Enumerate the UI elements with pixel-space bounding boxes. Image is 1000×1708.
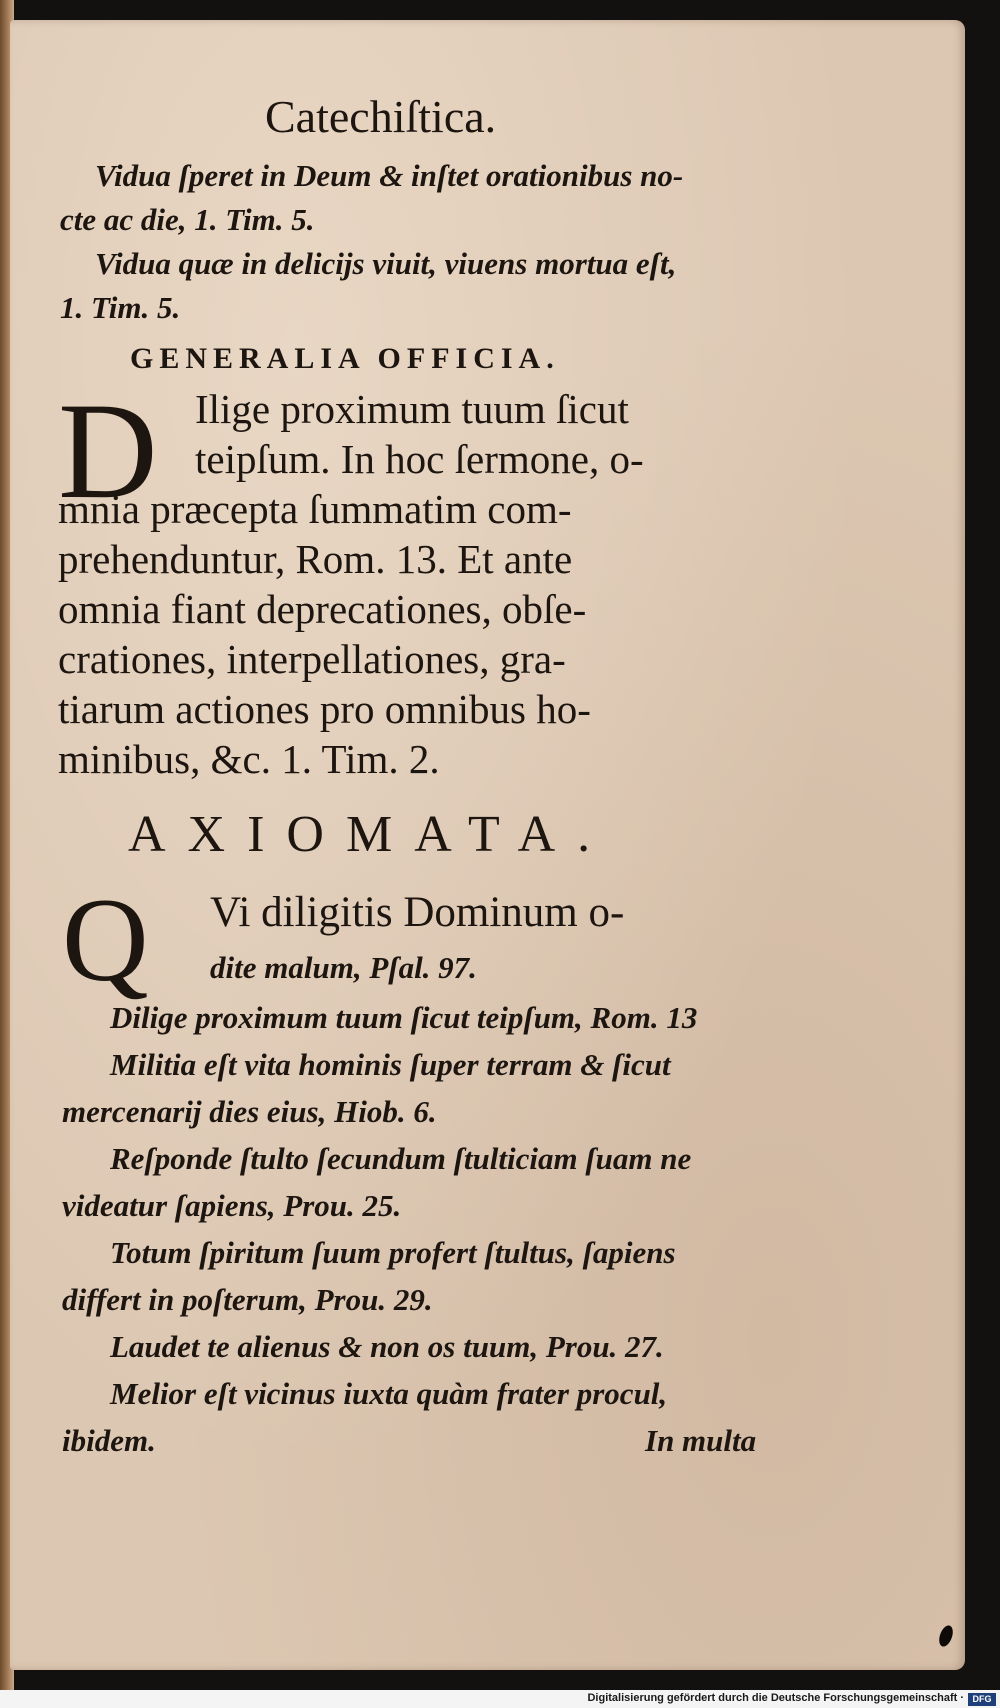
text-line: Ilige proximum tuum ſicut — [195, 386, 629, 432]
digitization-credit: Digitalisierung gefördert durch die Deutsche Forschungsgemeinschaft · — [587, 1692, 964, 1704]
running-header: Catechiſtica. — [265, 91, 497, 142]
text-line: Reſponde ſtulto ſecundum ſtulticiam ſuam ne — [110, 1141, 692, 1176]
text-line: minibus, &c. 1. Tim. 2. — [58, 736, 440, 782]
text-line: 1. Tim. 5. — [60, 290, 181, 325]
text-line: Vi diligitis Dominum o- — [210, 889, 625, 936]
text-line: Vidua quæ in delicijs viuit, viuens mortua eſt, — [95, 246, 677, 281]
text-line: ibidem. — [62, 1423, 156, 1458]
text-line: Vidua ſperet in Deum & inſtet orationibus no- — [95, 158, 684, 193]
text-line: differt in poſterum, Prou. 29. — [62, 1282, 433, 1317]
drop-capital: Q — [62, 873, 149, 1006]
catchword: In multa — [645, 1423, 757, 1458]
section-heading: AXIOMATA. — [128, 806, 613, 863]
dfg-logo: DFG — [968, 1693, 996, 1706]
text-line: mnia præcepta ſummatim com- — [58, 486, 572, 532]
text-line: omnia fiant deprecationes, obſe- — [58, 586, 587, 632]
text-line: Totum ſpiritum ſuum profert ſtultus, ſapiens — [110, 1235, 676, 1270]
text-line: teipſum. In hoc ſermone, o- — [195, 436, 644, 482]
text-line: mercenarij dies eius, Hiob. 6. — [62, 1094, 437, 1129]
text-line: videatur ſapiens, Prou. 25. — [62, 1188, 402, 1223]
text-line: cte ac die, 1. Tim. 5. — [60, 202, 315, 237]
text-line: dite malum, Pſal. 97. — [210, 950, 477, 985]
ink-blot — [937, 1624, 956, 1649]
section-heading: GENERALIA OFFICIA. — [130, 342, 560, 375]
text-line: tiarum actiones pro omnibus ho- — [58, 686, 591, 732]
drop-capital: D — [58, 374, 158, 527]
text-line: Laudet te alienus & non os tuum, Prou. 27. — [110, 1329, 664, 1364]
text-line: crationes, interpellationes, gra- — [58, 636, 566, 682]
text-line: Dilige proximum tuum ſicut teipſum, Rom. 13 — [110, 1000, 698, 1035]
text-line: Militia eſt vita hominis ſuper terram & ſicut — [110, 1047, 671, 1082]
text-line: prehenduntur, Rom. 13. Et ante — [58, 536, 573, 582]
text-line: Melior eſt vicinus iuxta quàm frater procul, — [110, 1376, 668, 1411]
book-page — [10, 20, 965, 1670]
